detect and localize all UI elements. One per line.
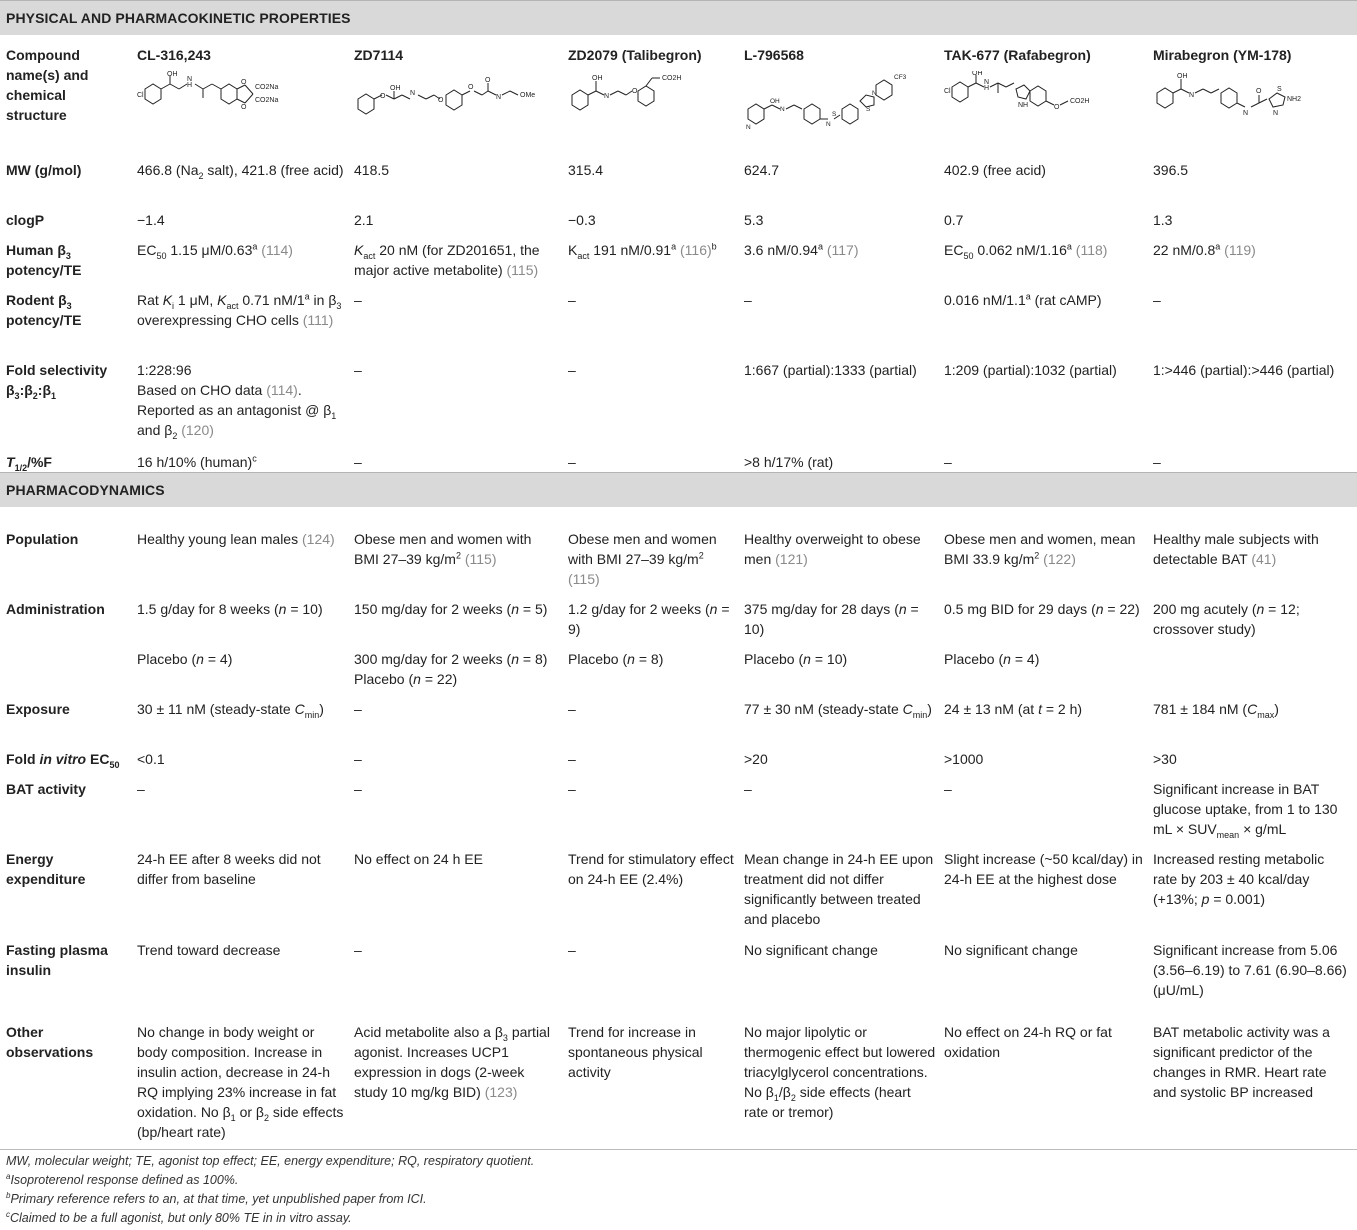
table-cell: Mean change in 24-h EE upon treatment did not differ significantly between treated and placebo — [744, 851, 934, 927]
footnote-divider — [0, 1149, 1357, 1150]
table-cell: >1000 — [944, 751, 984, 767]
structure-l796568 — [744, 71, 912, 133]
table-row — [0, 689, 1357, 739]
svg-text:OH: OH — [770, 98, 780, 105]
table-cell: Significant increase in BAT glucose uptake, from 1 to 130 mL × $SUV_{mean} \times g/mL$ — [1153, 781, 1338, 840]
table-row — [0, 280, 1357, 350]
table-cell: – — [354, 751, 362, 767]
table-cell: – — [354, 942, 362, 958]
compound-cell — [1153, 35, 1357, 150]
svg-text:OH: OH — [167, 71, 178, 78]
svg-text:H: H — [984, 85, 990, 92]
svg-text:OH: OH — [390, 85, 401, 92]
table-cell: 0.016 nM/1.1$^a$ (rat cAMP) — [944, 291, 1102, 308]
table-cell: 781 ± 184 nM $(C_{max})$ — [1153, 701, 1279, 720]
table-cell: – — [354, 362, 362, 378]
row-label: BAT activity — [6, 781, 86, 797]
table-cell: 624.7 — [744, 162, 780, 178]
compound-name: L-796568 — [744, 47, 804, 63]
table-cell: 1.3 — [1153, 212, 1173, 228]
table-row — [0, 200, 1357, 230]
svg-text:N: N — [187, 76, 193, 83]
table-cell: 16 h/10% (human)$^c$ — [137, 453, 257, 470]
svg-text:N: N — [1189, 92, 1195, 99]
table-cell: – — [568, 292, 576, 308]
table-cell: Increased resting metabolic rate by 203 ± 40 kcal/day (+13%; p = 0.001) — [1153, 851, 1325, 907]
table-cell: Placebo (n = 4) — [944, 651, 1040, 667]
table-row — [0, 930, 1357, 1012]
table-cell: – — [354, 454, 362, 470]
row-label: MW (g/mol) — [6, 162, 82, 178]
table-cell: Trend toward decrease — [137, 942, 281, 958]
table-cell: 30 ± 11 nM (steady-state $C_{min}$) — [137, 701, 324, 720]
table-cell: $K_{act}$ 20 nM (for ZD201651, the major active metabolite) (115) — [354, 242, 540, 278]
table-row — [0, 230, 1357, 280]
table-cell: 315.4 — [568, 162, 604, 178]
svg-text:Cl: Cl — [944, 88, 951, 95]
svg-text:CO2H: CO2H — [662, 75, 682, 82]
table-cell: – — [1153, 292, 1161, 308]
section-title: PHARMACODYNAMICS — [0, 473, 1357, 508]
table-row — [0, 769, 1357, 839]
table-cell: Slight increase (~50 kcal/day) in 24-h EE at the highest dose — [944, 851, 1143, 887]
footnotes — [6, 1152, 1346, 1228]
svg-text:O: O — [241, 79, 247, 86]
table-cell: Acid metabolite also a $\beta_3$ partial agonist. Increases UCP1 expression in dogs (2-week study 10 mg/kg BID) (123) — [354, 1024, 550, 1100]
table-cell: No significant change — [744, 942, 878, 958]
compound-name: TAK-677 (Rafabegron) — [944, 47, 1091, 63]
svg-text:O: O — [468, 84, 474, 91]
table-cell: 24 ± 13 nM (at t = 2 h) — [944, 701, 1083, 717]
svg-text:S: S — [1277, 86, 1282, 93]
svg-text:N: N — [496, 94, 502, 101]
svg-text:OH: OH — [592, 75, 603, 82]
table-row — [0, 150, 1357, 200]
section-title: PHYSICAL AND PHARMACOKINETIC PROPERTIES — [0, 1, 1357, 36]
table-cell: 375 mg/day for 28 days (n = 10) — [744, 601, 919, 637]
table-row — [0, 839, 1357, 930]
table-cell: 0.5 mg BID for 29 days (n = 22) — [944, 601, 1140, 617]
table-cell: 1:>446 (partial):>446 (partial) — [1153, 362, 1335, 378]
footnote-c: $^c$Claimed to be a full agonist, but only 80% TE in in vitro assay. — [6, 1209, 352, 1225]
table-cell: <0.1 — [137, 751, 165, 767]
table-cell: – — [568, 751, 576, 767]
table-cell: Placebo (n = 10) — [744, 651, 848, 667]
svg-text:N: N — [746, 124, 751, 131]
row-label: Population — [6, 531, 79, 547]
table-cell: Placebo (n = 8) — [568, 651, 664, 667]
section-pharmacodynamics-header — [0, 473, 1357, 508]
compound-cell — [137, 35, 354, 150]
row-label: Exposure — [6, 701, 70, 717]
table-cell: 396.5 — [1153, 162, 1189, 178]
table-cell: 150 mg/day for 2 weeks (n = 5) — [354, 601, 548, 617]
table-cell: – — [944, 454, 952, 470]
svg-text:N: N — [604, 93, 610, 100]
svg-text:O: O — [1256, 88, 1262, 95]
row-label: Fold selectivity $\beta_3:\beta_2:\beta_1$ — [6, 362, 108, 401]
svg-text:N: N — [410, 90, 416, 97]
table-cell: >8 h/17% (rat) — [744, 454, 834, 470]
row-label: clogP — [6, 212, 45, 228]
svg-text:O: O — [241, 104, 247, 111]
table-row — [0, 639, 1357, 689]
table-cell: BAT metabolic activity was a significant predictor of the changes in RMR. Heart rate and systolic BP increased — [1153, 1024, 1330, 1100]
svg-text:CF3: CF3 — [894, 74, 907, 81]
svg-text:N: N — [826, 121, 831, 128]
compound-name: ZD2079 (Talibegron) — [568, 47, 702, 63]
structure-zd2079 — [568, 71, 768, 121]
table-cell: 1:228:96 Based on CHO data (114). Reported as an antagonist @ $\beta_1$ and $\beta_2$ (120) — [137, 362, 337, 441]
svg-text:OMe: OMe — [520, 92, 536, 99]
svg-text:S: S — [866, 106, 871, 113]
table-cell: 1:209 (partial):1032 (partial) — [944, 362, 1117, 378]
table-cell: 466.8 ($Na_2$ salt), 421.8 (free acid) — [137, 162, 344, 181]
footnote-a: $^a$Isoproterenol response defined as 100%. — [6, 1171, 239, 1187]
svg-text:H: H — [187, 82, 193, 89]
table-row — [0, 350, 1357, 442]
table-cell: 200 mg acutely (n = 12; crossover study) — [1153, 601, 1300, 637]
table-row — [0, 589, 1357, 639]
svg-text:O: O — [380, 93, 386, 100]
table-cell: 1.2 g/day for 2 weeks (n = 9) — [568, 601, 730, 637]
table-cell: – — [354, 292, 362, 308]
table-cell: 1.5 g/day for 8 weeks (n = 10) — [137, 601, 323, 617]
table-cell: 0.7 — [944, 212, 964, 228]
svg-text:O: O — [632, 88, 638, 95]
table-cell: 5.3 — [744, 212, 764, 228]
compound-cell — [354, 35, 568, 150]
table-row — [0, 739, 1357, 769]
compound-cell — [568, 35, 744, 150]
table-row — [0, 1012, 1357, 1142]
table-cell: Placebo (n = 4) — [137, 651, 233, 667]
svg-text:OH: OH — [972, 71, 983, 77]
table-cell: 402.9 (free acid) — [944, 162, 1046, 178]
table-cell: 1:667 (partial):1333 (partial) — [744, 362, 917, 378]
table-cell: Significant increase from 5.06 (3.56–6.19) to 7.61 (6.90–8.66) (μU/mL) — [1153, 942, 1347, 998]
table-row — [0, 35, 1357, 150]
table-cell: – — [568, 781, 576, 797]
svg-text:N: N — [780, 106, 785, 113]
table-cell: >20 — [744, 751, 768, 767]
section-physical-header — [0, 1, 1357, 36]
svg-text:CO2H: CO2H — [1070, 98, 1090, 105]
table-cell: – — [568, 942, 576, 958]
svg-text:CO2Na: CO2Na — [255, 97, 279, 104]
compound-cell — [744, 35, 944, 150]
table-cell: No effect on 24 h EE — [354, 851, 483, 867]
footnote-abbreviations: MW, molecular weight; TE, agonist top effect; EE, energy expenditure; RQ, respiratory quotient. — [6, 1154, 535, 1168]
table-cell: $EC_{50}$ 0.062 nM/1.16$^a$ (118) — [944, 241, 1108, 261]
table-cell: – — [568, 454, 576, 470]
row-label: Administration — [6, 601, 105, 617]
compound-name: ZD7114 — [354, 47, 404, 63]
table-cell: −1.4 — [137, 212, 165, 228]
table-cell: No significant change — [944, 942, 1078, 958]
structure-mirabegron — [1153, 71, 1349, 121]
table-cell: Healthy overweight to obese men (121) — [744, 531, 921, 567]
table-cell: – — [568, 701, 576, 717]
structure-zd7114 — [354, 71, 559, 121]
table-cell: No major lipolytic or thermogenic effect but lowered triacylglycerol concentrations. No $\beta_1/\beta_2$ side effects (heart rate or tremor) — [744, 1024, 936, 1120]
svg-text:N: N — [1273, 110, 1279, 117]
table-cell: – — [137, 781, 145, 797]
table-cell: – — [1153, 454, 1161, 470]
table-cell: – — [354, 701, 362, 717]
svg-text:OH: OH — [1177, 73, 1188, 80]
svg-text:NH2: NH2 — [1287, 96, 1302, 103]
svg-text:NH: NH — [1018, 102, 1029, 109]
table-cell: Trend for stimulatory effect on 24-h EE (2.4%) — [568, 851, 734, 887]
svg-text:S: S — [832, 111, 837, 118]
table-cell: Obese men and women with BMI 27–39 $kg/m^2$ (115) — [568, 531, 717, 587]
table-cell: No effect on 24-h RQ or fat oxidation — [944, 1024, 1112, 1060]
row-label: Fold in vitro $EC_{50}$ — [6, 751, 120, 770]
compound-name: Mirabegron (YM-178) — [1153, 47, 1292, 63]
compound-name: CL-316,243 — [137, 47, 211, 63]
table-cell: – — [568, 362, 576, 378]
table-cell: 22 nM/0.8$^a$ (119) — [1153, 241, 1256, 258]
structure-cl316243 — [137, 71, 337, 121]
table-cell: 2.1 — [354, 212, 374, 228]
table-row — [0, 507, 1357, 589]
svg-text:N: N — [872, 90, 877, 97]
table-cell — [1153, 639, 1357, 689]
table-cell: $K_{act}$ 191 nM/0.91$^a$ $(116)^b$ — [568, 241, 717, 261]
svg-text:O: O — [438, 97, 444, 104]
row-label — [0, 639, 137, 689]
row-label: Energy expenditure — [6, 851, 86, 887]
table-cell: No change in body weight or body composition. Increase in insulin action, decrease in 24-h RQ implying 23% increase in fat oxidation. No $\beta_1$ or $\beta_2$ side effects (bp/heart rate) — [137, 1024, 344, 1140]
table-cell: 77 ± 30 nM (steady-state $C_{min}$) — [744, 701, 932, 720]
svg-text:O: O — [485, 77, 491, 84]
table-cell: Healthy young lean males (124) — [137, 531, 335, 547]
svg-text:O: O — [1054, 104, 1060, 111]
row-label: Human $\beta_3$ potency/TE — [6, 242, 82, 278]
row-label: Fasting plasma insulin — [6, 942, 108, 978]
row-label: Other observations — [6, 1024, 94, 1060]
table-cell: Obese men and women, mean BMI 33.9 $kg/m^2$ (122) — [944, 531, 1136, 567]
table-cell: >30 — [1153, 751, 1177, 767]
table-cell: – — [744, 292, 752, 308]
table-cell: 418.5 — [354, 162, 390, 178]
table-cell: – — [944, 781, 952, 797]
table-row — [0, 442, 1357, 473]
table-cell: 24-h EE after 8 weeks did not differ from baseline — [137, 851, 321, 887]
table-cell: Obese men and women with BMI 27–39 $kg/m^2$ (115) — [354, 531, 532, 567]
table-cell: Rat $K_i$ 1 μM, $K_{act}$ 0.71 nM/1$^a$ in $\beta_3$ overexpressing CHO cells (111) — [137, 291, 342, 328]
structure-tak677 — [944, 71, 1134, 121]
table-cell: 300 mg/day for 2 weeks (n = 8) Placebo (n = 22) — [354, 651, 548, 687]
table-cell: Healthy male subjects with detectable BAT (41) — [1153, 531, 1319, 567]
row-label: Rodent $\beta_3$ potency/TE — [6, 292, 82, 328]
table-cell: $EC_{50}$ 1.15 μM/0.63$^a$ (114) — [137, 241, 293, 261]
compound-cell — [944, 35, 1153, 150]
row-label: $T_{1/2}/\%F$ — [6, 454, 52, 473]
svg-text:N: N — [984, 79, 990, 86]
table-cell: Trend for increase in spontaneous physical activity — [568, 1024, 703, 1080]
row-label: Compound name(s) and chemical structure — [6, 47, 89, 123]
table-cell: 3.6 nM/0.94$^a$ (117) — [744, 241, 859, 258]
svg-text:N: N — [1243, 110, 1249, 117]
svg-text:Cl: Cl — [137, 92, 144, 99]
svg-text:CO2Na: CO2Na — [255, 84, 279, 91]
table-cell: −0.3 — [568, 212, 596, 228]
footnote-b: $^b$Primary reference refers to an, at that time, yet unpublished paper from ICI. — [6, 1190, 427, 1206]
table-cell: – — [744, 781, 752, 797]
table-cell: – — [354, 781, 362, 797]
